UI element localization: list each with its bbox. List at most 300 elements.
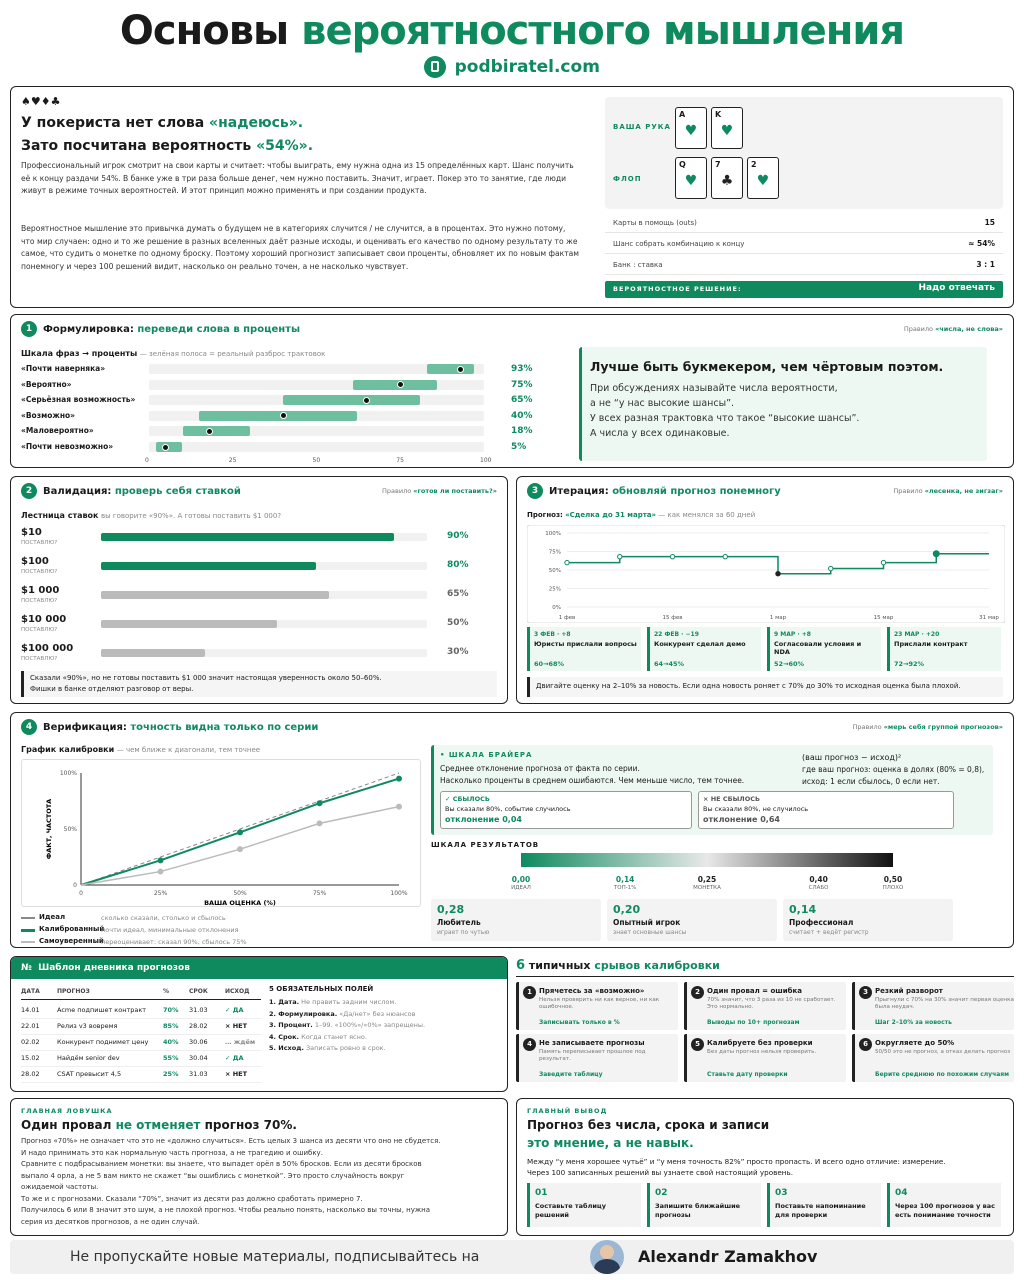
stat-label: Шанс собрать комбинацию к концу bbox=[613, 240, 745, 248]
forecast-event bbox=[767, 627, 881, 671]
mistake-title: Не записываете прогнозы bbox=[539, 1039, 645, 1047]
bet-question: ПОСТАВЛЮ? bbox=[21, 656, 58, 662]
legend-desc: переоценивает: сказал 90%, сбылось 75% bbox=[101, 937, 247, 946]
bet-percent: 65% bbox=[447, 589, 469, 599]
scale-name: ИДЕАЛ bbox=[511, 885, 531, 891]
step-number: 02 bbox=[655, 1188, 668, 1198]
step-number: 03 bbox=[775, 1188, 788, 1198]
journal-field bbox=[269, 1021, 425, 1029]
field-key: 1. Дата. bbox=[269, 998, 300, 1006]
phrase-track bbox=[149, 442, 484, 452]
bet-confidence-bar bbox=[101, 591, 329, 599]
bookmaker-quote bbox=[579, 347, 987, 461]
title-part-b: вероятностного мышления bbox=[301, 8, 905, 54]
conclusion-subtitle: это мнение, а не навык. bbox=[527, 1136, 694, 1150]
decision-bar bbox=[605, 281, 1003, 298]
y-tick-label: 100% bbox=[59, 770, 77, 777]
phrase-label: «Почти невозможно» bbox=[21, 442, 114, 451]
forecast-point bbox=[829, 566, 833, 570]
phrase-point-dot bbox=[457, 366, 464, 373]
level-desc: играет по чутью bbox=[437, 929, 490, 936]
section-3-rule: Правило «лесенка, не зигзаг» bbox=[893, 487, 1003, 495]
phrase-percent: 93% bbox=[511, 364, 533, 374]
brier-line-1: Среднее отклонение прогноза от факта по серии. bbox=[440, 764, 640, 773]
step-card bbox=[527, 1183, 641, 1227]
phrase-percent: 40% bbox=[511, 410, 533, 421]
axis-tick-label: 75 bbox=[396, 457, 404, 464]
mistake-fix: Ставьте дату проверки bbox=[707, 1071, 788, 1078]
bet-confidence-bar bbox=[101, 562, 316, 570]
table-cell: 30.04 bbox=[189, 1054, 208, 1062]
mistake-text: Нельзя проверить ни как верное, ни как ошибочное. bbox=[539, 997, 660, 1010]
journal-field bbox=[269, 998, 396, 1006]
trap-line: И надо принимать это как нормальную часть прогноза, а не трагедию и ошибку. bbox=[21, 1148, 323, 1157]
table-divider bbox=[21, 999, 261, 1000]
x-tick-label: 31 мар bbox=[979, 615, 999, 621]
brier-formula-line-2: исход: 1 если сбылось, 0 если нет. bbox=[802, 777, 940, 786]
table-cell: 28.02 bbox=[21, 1070, 40, 1078]
calibration-series-line bbox=[81, 773, 399, 885]
bet-percent: 80% bbox=[447, 560, 469, 570]
phrase-range-bar bbox=[353, 380, 437, 390]
trap-line: Прогноз «70%» не означает что это не «должно случиться». Есть целых 3 шанса из десяти что оно не сбудется. bbox=[21, 1137, 441, 1145]
scale-name: ПЛОХО bbox=[882, 885, 904, 891]
axis-tick-label: 0 bbox=[145, 457, 149, 464]
scale-value: 0,25 bbox=[697, 875, 717, 884]
table-cell: 30.06 bbox=[189, 1038, 208, 1046]
table-cell: Acme подпишет контракт bbox=[57, 1006, 147, 1014]
section-2-rule: Правило «готов ли поставить?» bbox=[382, 487, 497, 495]
table-cell: × НЕТ bbox=[225, 1022, 248, 1030]
brier-formula: (ваш прогноз − исход)² bbox=[802, 753, 902, 762]
stat-value: 15 bbox=[984, 218, 995, 227]
bet-amount: $10 000 bbox=[21, 614, 67, 625]
bet-amount: $100 bbox=[21, 556, 49, 567]
decision-value: Надо отвечать bbox=[918, 283, 995, 293]
table-cell: 02.02 bbox=[21, 1038, 40, 1046]
step-card bbox=[767, 1183, 881, 1227]
phrase-label: «Серьёзная возможность» bbox=[21, 395, 136, 405]
field-key: 2. Формулировка. bbox=[269, 1009, 338, 1018]
level-box bbox=[607, 899, 777, 941]
brier-example-hit: ✓ СБЫЛОСЬ Вы сказали 80%, событие случилось отклонение 0,04 bbox=[440, 791, 692, 829]
trap-line: Получилось 6 или 8 значит это шум, а не плохой прогноз. Чтобы реально понять, насколько вы точны, нужна bbox=[21, 1206, 431, 1214]
flop-label: ФЛОП bbox=[613, 175, 642, 183]
calibration-point bbox=[237, 829, 243, 835]
calibration-point bbox=[158, 857, 164, 863]
table-cell: ✓ ДА bbox=[225, 1006, 244, 1014]
forecast-event bbox=[527, 627, 641, 671]
result-scale-gradient bbox=[521, 853, 893, 867]
mistake-card bbox=[852, 982, 1014, 1030]
author-name-link[interactable]: Alexandr Zamakhov bbox=[638, 1247, 818, 1266]
step-text: Поставьте напоминание для проверки bbox=[775, 1202, 866, 1219]
table-cell: 55% bbox=[163, 1054, 179, 1062]
journal-card bbox=[10, 956, 508, 1092]
page-title bbox=[0, 8, 1024, 54]
table-cell: Найдём senior dev bbox=[57, 1054, 120, 1062]
scale-value: 0,00 bbox=[511, 875, 531, 884]
level-desc: знает основные шансы bbox=[613, 929, 687, 936]
mistake-number: 2 bbox=[691, 986, 704, 999]
quote-line: У всех разная трактовка что такое “высокие шансы”. bbox=[590, 413, 860, 424]
step-number: 01 bbox=[535, 1188, 548, 1198]
mistake-card bbox=[516, 1034, 678, 1082]
phrase-percent: 65% bbox=[511, 395, 533, 406]
stat-label: Банк : ставка bbox=[613, 261, 663, 269]
site-link[interactable]: podbiratel.com bbox=[454, 57, 600, 77]
card-rank: Q bbox=[679, 160, 686, 169]
phrase-scale-subtitle: Шкала фраз → проценты — зелёная полоса = реальный разброс трактовок bbox=[21, 349, 326, 358]
quote-line: А числа у всех одинаковые. bbox=[590, 428, 730, 439]
bet-confidence-bar bbox=[101, 533, 394, 541]
table-cell: 15.02 bbox=[21, 1054, 40, 1062]
x-tick-label: 50% bbox=[233, 890, 247, 897]
calibration-point bbox=[317, 820, 323, 826]
poker-stat-row bbox=[605, 215, 1003, 233]
scale-value: 0,40 bbox=[809, 875, 828, 884]
mistake-text: 50/50 это не прогноз, а отказ делать прогноз bbox=[875, 1049, 1011, 1055]
x-tick-label: 0 bbox=[79, 890, 83, 897]
table-row bbox=[11, 1005, 271, 1019]
event-date: 9 МАР · +8 bbox=[774, 631, 811, 638]
table-cell: Релиз v3 вовремя bbox=[57, 1022, 118, 1030]
intro-headline-2: Зато посчитана вероятность «54%». bbox=[21, 138, 314, 154]
x-axis-label: ВАША ОЦЕНКА (%) bbox=[204, 899, 276, 907]
flop-card bbox=[747, 157, 779, 199]
section-4-rule: Правило «мерь себя группой прогнозов» bbox=[852, 723, 1003, 731]
brier-line-2: Насколько проценты в среднем ошибаются. Чем меньше число, тем точнее. bbox=[440, 776, 745, 785]
level-desc: считает + ведёт регистр bbox=[789, 929, 869, 936]
journal-header: № Шаблон дневника прогнозов bbox=[11, 957, 507, 979]
journal-field bbox=[269, 1044, 386, 1052]
table-row bbox=[11, 1069, 271, 1083]
step-number: 04 bbox=[895, 1188, 908, 1198]
forecast-event bbox=[647, 627, 761, 671]
mistake-number: 3 bbox=[859, 986, 872, 999]
intro-paragraph-1: Профессиональный игрок смотрит на свои карты и считает: чтобы выиграть, ему нужна одна из 15 определённых карт. Шанс получить её к концу раздачи 54%. В банке уже в три раза больше денег, чем нужно поставить. Значит, играет. Покер это то занятие, где люди живут в режиме точных вероятностей. И этот принцип можно применять и при создании продукта. bbox=[21, 161, 574, 195]
table-header-cell: ПРОГНОЗ bbox=[57, 988, 90, 995]
hand-label: ВАША РУКА bbox=[613, 123, 671, 131]
mistake-fix: Заведите таблицу bbox=[539, 1071, 603, 1078]
y-tick-label: 100% bbox=[545, 531, 561, 537]
bet-percent: 50% bbox=[447, 618, 469, 628]
author-avatar[interactable] bbox=[590, 1240, 624, 1274]
forecast-point bbox=[565, 560, 569, 564]
section-4-card bbox=[10, 712, 1014, 948]
conclusion-kicker: ГЛАВНЫЙ ВЫВОД bbox=[527, 1107, 608, 1115]
conclusion-title: Прогноз без числа, срока и записи bbox=[527, 1118, 770, 1132]
y-tick-label: 0 bbox=[73, 882, 77, 889]
mistake-number: 4 bbox=[523, 1038, 536, 1051]
phrase-label: «Вероятно» bbox=[21, 379, 72, 389]
bet-amount: $10 bbox=[21, 527, 42, 538]
mistake-fix: Шаг 2–10% за новость bbox=[875, 1019, 952, 1026]
intro-headline-1: У покериста нет слова «надеюсь». bbox=[21, 115, 304, 131]
table-row bbox=[11, 1037, 271, 1051]
brier-title: • ШКАЛА БРАЙЕРА bbox=[440, 751, 533, 759]
bet-percent: 30% bbox=[447, 647, 469, 657]
field-value: Не править задним числом. bbox=[301, 998, 397, 1006]
heart-suit-icon: ♥ bbox=[720, 123, 734, 139]
event-date: 3 ФЕВ · +8 bbox=[534, 631, 571, 638]
trap-card bbox=[10, 1098, 508, 1236]
mistake-card bbox=[516, 982, 678, 1030]
trap-kicker: ГЛАВНАЯ ЛОВУШКА bbox=[21, 1107, 113, 1115]
event-date: 23 МАР · +20 bbox=[894, 631, 940, 638]
legend-name: Калиброванный bbox=[39, 925, 105, 933]
table-header-cell: % bbox=[163, 988, 170, 995]
trap-line: выпало 4 орла, а не 5 вам никто не скажет “вы ошиблись с монеткой”. Это просто случайность вокруг bbox=[21, 1171, 405, 1180]
table-header-cell: ИСХОД bbox=[225, 988, 250, 995]
brier-box bbox=[431, 745, 993, 835]
x-tick-label: 15 мар bbox=[873, 615, 894, 621]
journal-field bbox=[269, 1010, 415, 1018]
result-scale-title: ШКАЛА РЕЗУЛЬТАТОВ bbox=[431, 841, 540, 849]
mistake-card bbox=[852, 1034, 1014, 1082]
legend-swatch bbox=[21, 929, 35, 932]
x-tick-label: 100% bbox=[390, 890, 408, 897]
bet-note bbox=[21, 671, 497, 697]
event-value: 64→45% bbox=[654, 660, 685, 668]
phrase-range-bar bbox=[199, 411, 356, 421]
field-key: 3. Процент. bbox=[269, 1021, 313, 1029]
card-rank: A bbox=[679, 110, 686, 119]
field-value: Когда станет ясно. bbox=[301, 1032, 367, 1041]
mistake-card bbox=[684, 1034, 846, 1082]
mistake-title: Резкий разворот bbox=[875, 987, 943, 995]
stat-value: ≈ 54% bbox=[968, 239, 995, 248]
scale-name: МОНЕТКА bbox=[693, 885, 721, 891]
table-cell: 14.01 bbox=[21, 1006, 40, 1014]
section-4-title: 4 Верификация: точность видна только по серии bbox=[21, 719, 318, 735]
flop-card bbox=[711, 157, 743, 199]
mistake-fix: Записывать только в % bbox=[539, 1019, 620, 1026]
section-2-title: 2 Валидация: проверь себя ставкой bbox=[21, 483, 241, 499]
phrase-point-dot bbox=[363, 397, 370, 404]
intro-card bbox=[10, 86, 1014, 308]
card-rank: 2 bbox=[751, 160, 757, 169]
table-cell: 31.03 bbox=[189, 1070, 208, 1078]
table-row bbox=[11, 1053, 271, 1067]
table-header-cell: ДАТА bbox=[21, 988, 40, 995]
table-cell: CSAT превысит 4,5 bbox=[57, 1070, 122, 1078]
section-1-card bbox=[10, 314, 1014, 468]
forecast-point bbox=[933, 551, 939, 557]
section-1-rule: Правило «числа, не слова» bbox=[903, 325, 1003, 333]
phrase-range-bar bbox=[156, 442, 183, 452]
mistake-text: Память переписывает прошлое под результат. bbox=[539, 1049, 646, 1062]
mistake-number: 1 bbox=[523, 986, 536, 999]
calibration-point bbox=[396, 804, 402, 810]
flop-card bbox=[675, 157, 707, 199]
level-box bbox=[431, 899, 601, 941]
step-text: Через 100 прогнозов у вас есть понимание точности bbox=[895, 1202, 996, 1219]
trap-title: Один провал не отменяет прогноз 70%. bbox=[21, 1118, 297, 1132]
field-value: «Да/нет» без нюансов bbox=[339, 1009, 416, 1018]
phrase-label: «Маловероятно» bbox=[21, 426, 94, 436]
scale-name: ТОП-1% bbox=[613, 885, 637, 891]
event-text: Согласовали условия и NDA bbox=[774, 640, 862, 656]
bet-note-line-1: Сказали «90%», но не готовы поставить $1 000 значит настоящая уверенность около 50–60%. bbox=[30, 674, 382, 682]
legend-desc: сколько сказали, столько и сбылось bbox=[101, 913, 226, 922]
poker-panel bbox=[605, 97, 1003, 209]
journal-field bbox=[269, 1033, 367, 1041]
event-value: 60→68% bbox=[534, 660, 565, 668]
bet-note-line-2: Фишки в банке отделяют разговор от веры. bbox=[30, 685, 194, 693]
phrase-label: «Почти наверняка» bbox=[21, 364, 106, 373]
table-cell: Конкурент поднимет цену bbox=[57, 1038, 149, 1046]
poker-stat-row bbox=[605, 236, 1003, 254]
poker-stat-row bbox=[605, 257, 1003, 275]
decision-label: ВЕРОЯТНОСТНОЕ РЕШЕНИЕ: bbox=[613, 285, 742, 293]
mistake-fix: Выводы по 10+ прогнозам bbox=[707, 1019, 800, 1026]
y-axis-label: ФАКТ, ЧАСТОТА bbox=[45, 798, 53, 860]
hand-card bbox=[711, 107, 743, 149]
phrase-range-bar bbox=[183, 426, 250, 436]
table-cell: 31.03 bbox=[189, 1006, 208, 1014]
x-tick-label: 1 фев bbox=[558, 615, 576, 621]
conclusion-line-1: Между “у меня хорошее чутьё” и “у меня точность 82%” просто пропасть. И всего одно отличие: измерение. bbox=[527, 1157, 946, 1166]
level-name: Опытный игрок bbox=[613, 918, 681, 927]
calibration-subtitle: График калибровки — чем ближе к диагонали, тем точнее bbox=[21, 745, 261, 754]
calibration-point bbox=[158, 869, 164, 875]
brier-formula-line-1: где ваш прогноз: оценка в долях (80% = 0,8), bbox=[802, 765, 985, 774]
scale-value: 0,50 bbox=[883, 875, 903, 884]
legend-desc: почти идеал, минимальные отклонения bbox=[101, 925, 239, 934]
phrase-point-dot bbox=[162, 444, 169, 451]
scale-name: СЛАБО bbox=[808, 885, 829, 891]
table-cell: × НЕТ bbox=[225, 1070, 248, 1078]
stat-label: Карты в помощь (outs) bbox=[613, 219, 697, 227]
section-3-title: 3 Итерация: обновляй прогноз понемногу bbox=[527, 483, 781, 499]
mistake-title: Калибруете без проверки bbox=[707, 1039, 813, 1047]
level-score: 0,20 bbox=[613, 903, 641, 916]
heart-suit-icon: ♥ bbox=[684, 123, 698, 139]
level-score: 0,14 bbox=[789, 903, 817, 916]
event-text: Конкурент сделал демо bbox=[654, 640, 746, 648]
phrase-range-bar bbox=[427, 364, 474, 374]
section-6-title: 6 типичных срывов калибровки bbox=[516, 958, 720, 973]
field-key: 4. Срок. bbox=[269, 1032, 300, 1041]
mistake-title: Один провал = ошибка bbox=[707, 987, 802, 995]
stat-value: 3 : 1 bbox=[976, 260, 995, 269]
y-tick-label: 0% bbox=[552, 605, 561, 611]
title-part-a: Основы bbox=[119, 8, 289, 54]
step-card bbox=[647, 1183, 761, 1227]
bet-ladder-subtitle: Лестница ставок вы говорите «90%». А готовы поставить $1 000? bbox=[21, 511, 282, 520]
table-cell: 40% bbox=[163, 1038, 179, 1046]
forecast-point bbox=[723, 554, 727, 558]
bet-question: ПОСТАВЛЮ? bbox=[21, 569, 58, 575]
legend-swatch bbox=[21, 941, 35, 943]
y-tick-label: 75% bbox=[548, 549, 561, 556]
phrase-point-dot bbox=[397, 381, 404, 388]
section-6 bbox=[516, 956, 1014, 1092]
table-cell: 85% bbox=[163, 1022, 179, 1030]
event-text: Юристы прислали вопросы bbox=[534, 640, 637, 648]
forecast-point bbox=[776, 572, 780, 576]
bet-amount: $1 000 bbox=[21, 585, 60, 596]
x-tick-label: 25% bbox=[153, 890, 168, 897]
mistake-card bbox=[684, 982, 846, 1030]
heart-suit-icon: ♥ bbox=[756, 173, 770, 189]
trap-line: ожидаемой частоты. bbox=[21, 1183, 99, 1191]
quote-title: Лучше быть букмекером, чем чёртовым поэтом. bbox=[590, 359, 944, 374]
phrase-label: «Возможно» bbox=[21, 410, 75, 420]
hand-card bbox=[675, 107, 707, 149]
heart-suit-icon: ♥ bbox=[684, 173, 698, 189]
axis-tick-label: 25 bbox=[228, 457, 237, 464]
section-2-card bbox=[10, 476, 508, 704]
bet-confidence-bar bbox=[101, 620, 277, 628]
step-card bbox=[887, 1183, 1001, 1227]
table-cell: ✓ ДА bbox=[225, 1054, 244, 1062]
phrase-range-bar bbox=[283, 395, 420, 405]
forecast-event bbox=[887, 627, 1001, 671]
axis-tick-label: 50 bbox=[312, 457, 321, 464]
event-value: 72→92% bbox=[894, 660, 925, 668]
trap-line: То же и с прогнозами. Сказали “70%”, значит из десяти раз должно сработать примерно 7. bbox=[21, 1194, 363, 1203]
level-box bbox=[783, 899, 953, 941]
forecast-point bbox=[881, 560, 885, 564]
calibration-point bbox=[396, 776, 402, 782]
table-cell: … ждём bbox=[225, 1038, 256, 1046]
forecast-subtitle: Прогноз: «Сделка до 31 марта» — как менялся за 60 дней bbox=[527, 511, 756, 519]
card-rank: 7 bbox=[715, 160, 721, 169]
section-1-title: 1 Формулировка: переведи слова в проценты bbox=[21, 321, 300, 337]
brier-example-miss: × НЕ СБЫЛОСЬ Вы сказали 80%, не случилось отклонение 0,64 bbox=[698, 791, 954, 829]
bet-question: ПОСТАВЛЮ? bbox=[21, 598, 58, 604]
event-text: Прислали контракт bbox=[894, 640, 968, 648]
phrase-percent: 18% bbox=[511, 426, 533, 437]
step-text: Составьте таблицу решений bbox=[535, 1202, 606, 1219]
field-value: Записать ровно в срок. bbox=[306, 1044, 386, 1052]
legend-name: Идеал bbox=[39, 913, 66, 921]
suits-icon: ♠♥♦♣ bbox=[21, 95, 61, 108]
site-logo-icon bbox=[424, 56, 446, 78]
table-row bbox=[11, 1021, 271, 1035]
phrase-point-dot bbox=[280, 412, 287, 419]
level-name: Профессионал bbox=[789, 918, 854, 927]
calibration-point bbox=[237, 846, 243, 852]
table-cell: 22.01 bbox=[21, 1022, 40, 1030]
quote-line: а не “у нас высокие шансы”. bbox=[590, 398, 735, 409]
card-rank: K bbox=[715, 110, 722, 119]
mistake-fix: Берите среднюю по похожим случаям bbox=[875, 1071, 1010, 1078]
bet-confidence-bar bbox=[101, 649, 205, 657]
site-line bbox=[0, 56, 1024, 78]
axis-tick-label: 100 bbox=[480, 457, 492, 464]
club-suit-icon: ♣ bbox=[720, 173, 734, 189]
level-name: Любитель bbox=[437, 918, 481, 927]
bet-percent: 90% bbox=[447, 531, 469, 541]
phrase-point-dot bbox=[206, 428, 213, 435]
legend-swatch bbox=[21, 917, 35, 919]
y-tick-label: 25% bbox=[548, 586, 561, 593]
mistake-number: 6 bbox=[859, 1038, 872, 1051]
mistake-title: Прячетесь за «возможно» bbox=[539, 987, 645, 995]
mistake-number: 5 bbox=[691, 1038, 704, 1051]
mistake-text: 70% значит, что 3 раза из 10 не сработает. Это нормально. bbox=[707, 997, 836, 1010]
section-3-card bbox=[516, 476, 1014, 704]
event-date: 22 ФЕВ · −19 bbox=[654, 631, 699, 638]
level-score: 0,28 bbox=[437, 903, 465, 916]
field-value: 1–99. «100%»/«0%» запрещены. bbox=[314, 1021, 426, 1029]
y-tick-label: 50% bbox=[63, 826, 77, 833]
trap-line: Сравните с подбрасыванием монетки: вы знаете, что выпадет орёл в 50% бросков. Если из десяти бросков bbox=[21, 1160, 422, 1168]
table-cell: 25% bbox=[163, 1070, 179, 1078]
